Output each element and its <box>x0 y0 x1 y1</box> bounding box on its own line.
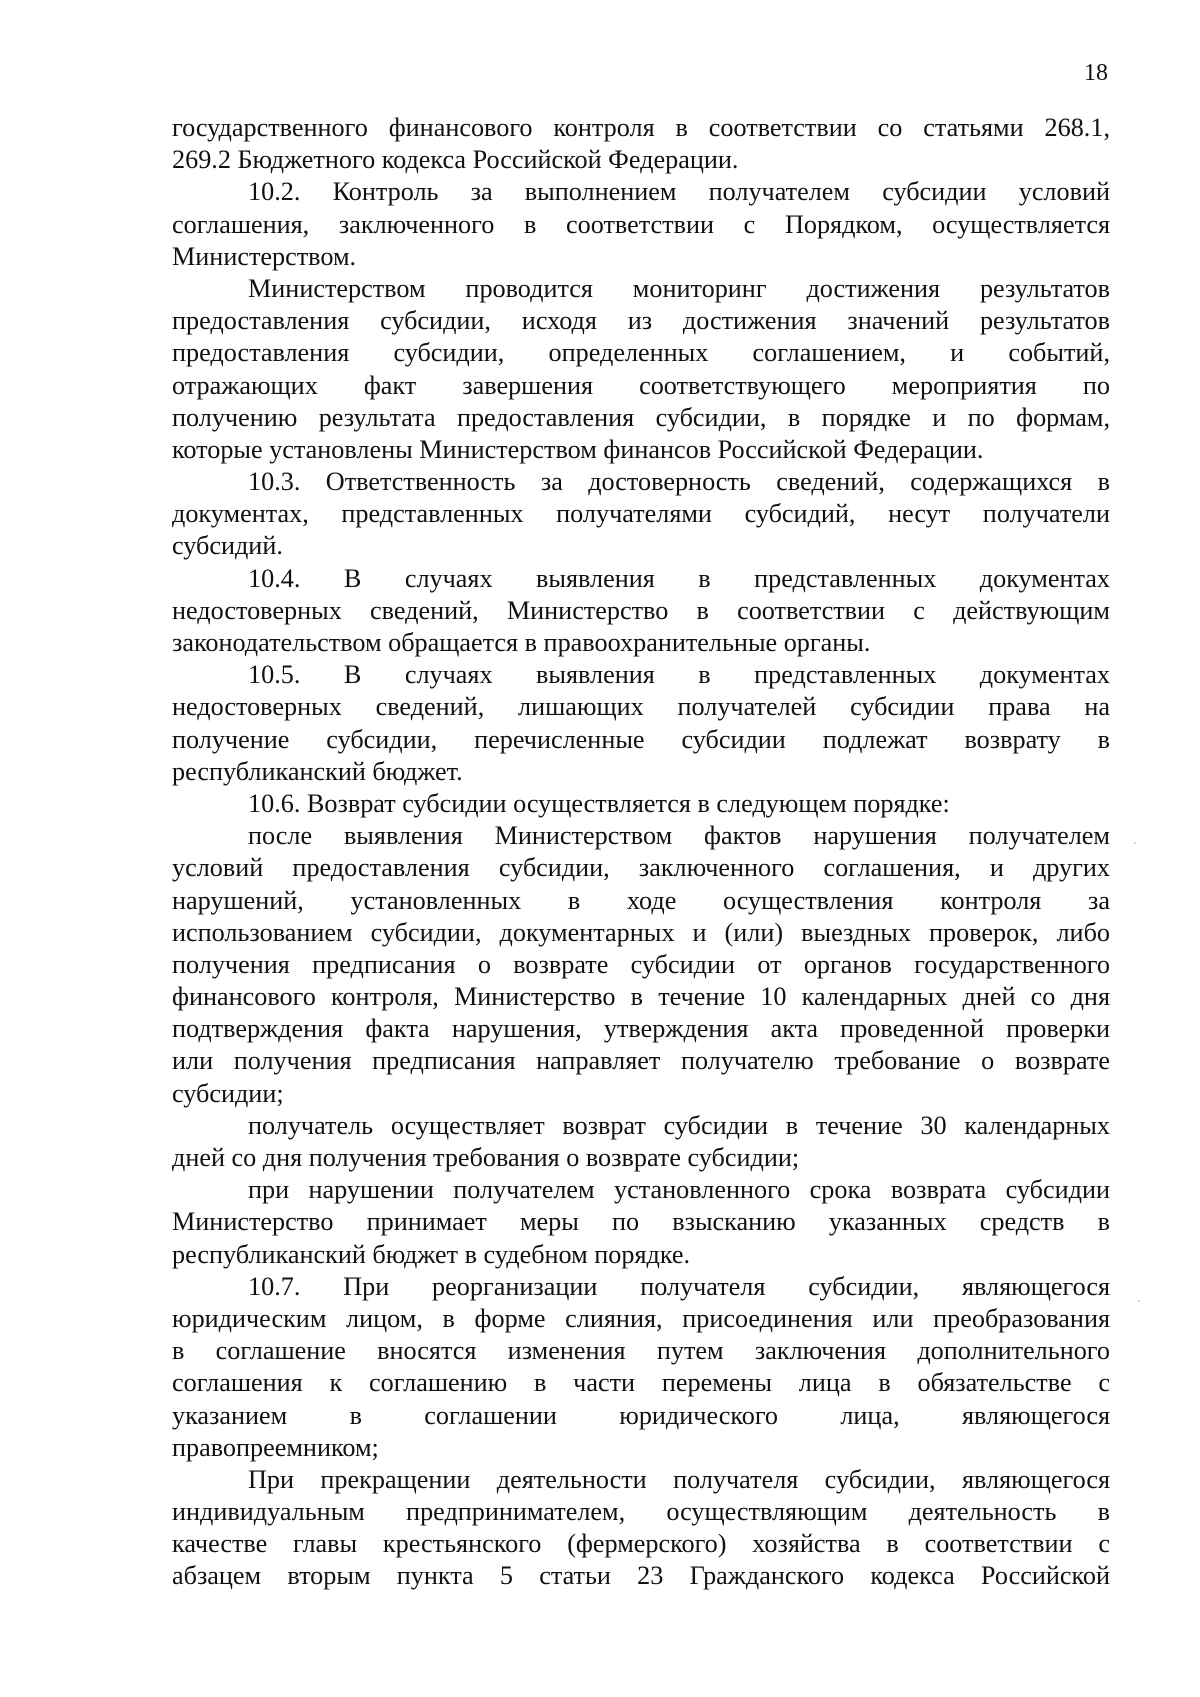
scan-speck <box>1138 1300 1140 1302</box>
text-line: Министерством проводится мониторинг достижения результатов <box>248 273 1110 303</box>
text-line: указанием в соглашении юридического лица, являющегося <box>172 1400 1110 1430</box>
text-line: предоставления субсидии, исходя из достижения значений результатов <box>172 306 1110 336</box>
text-line: 269.2 Бюджетного кодекса Российской Федерации. <box>172 145 739 175</box>
text-line: 10.2. Контроль за выполнением получателем субсидии условий <box>248 177 1110 207</box>
text-line: нарушений, установленных в ходе осуществления контроля за <box>172 885 1110 915</box>
text-line: которые установлены Министерством финансов Российской Федерации. <box>172 434 984 464</box>
text-line: предоставления субсидии, определенных соглашением, и событий, <box>172 338 1110 368</box>
text-line: получения предписания о возврате субсидии от органов государственного <box>172 949 1110 979</box>
text-line: юридическим лицом, в форме слияния, присоединения или преобразования <box>172 1303 1110 1333</box>
text-line: получение субсидии, перечисленные субсидии подлежат возврату в <box>172 724 1110 754</box>
text-line: При прекращении деятельности получателя субсидии, являющегося <box>248 1464 1110 1494</box>
text-line: подтверждения факта нарушения, утверждения акта проведенной проверки <box>172 1014 1110 1044</box>
text-line: использованием субсидии, документарных и (или) выездных проверок, либо <box>172 917 1110 947</box>
text-line: 10.7. При реорганизации получателя субсидии, являющегося <box>248 1271 1110 1301</box>
text-line: Министерство принимает меры по взысканию указанных средств в <box>172 1207 1110 1237</box>
text-line: получатель осуществляет возврат субсидии в течение 30 календарных <box>248 1110 1110 1140</box>
text-line: дней со дня получения требования о возврате субсидии; <box>172 1143 800 1172</box>
text-line: республиканский бюджет. <box>172 756 463 786</box>
scan-speck <box>1134 842 1136 844</box>
text-line: документах, представленных получателями субсидий, несут получатели <box>172 499 1110 529</box>
text-line: республиканский бюджет в судебном порядке. <box>172 1239 691 1269</box>
text-line: государственного финансового контроля в соответствии со статьями 268.1, <box>172 113 1110 142</box>
text-line: 10.4. В случаях выявления в представленных документах <box>248 563 1110 593</box>
text-line: условий предоставления субсидии, заключенного соглашения, и других <box>172 853 1110 883</box>
text-line: отражающих факт завершения соответствующего мероприятия по <box>172 370 1110 400</box>
text-line: недостоверных сведений, лишающих получателей субсидии права на <box>172 692 1110 722</box>
text-line: финансового контроля, Министерство в течение 10 календарных дней со дня <box>172 982 1110 1012</box>
text-line: недостоверных сведений, Министерство в соответствии с действующим <box>172 595 1110 625</box>
text-line: в соглашение вносятся изменения путем заключения дополнительного <box>172 1336 1110 1366</box>
text-line: при нарушении получателем установленного срока возврата субсидии <box>248 1175 1110 1205</box>
text-line: качестве главы крестьянского (фермерского) хозяйства в соответствии с <box>172 1529 1110 1559</box>
text-line: соглашения, заключенного в соответствии с Порядком, осуществляется <box>172 209 1110 239</box>
text-line: после выявления Министерством фактов нарушения получателем <box>248 821 1110 851</box>
text-line: законодательством обращается в правоохранительные органы. <box>172 628 871 657</box>
text-line: индивидуальным предпринимателем, осуществляющим деятельность в <box>172 1497 1110 1527</box>
document-body-text <box>172 112 1110 1593</box>
text-line: или получения предписания направляет получателю требование о возврате <box>172 1046 1110 1076</box>
page-number: 18 <box>1084 60 1108 86</box>
text-line: Министерством. <box>172 241 357 271</box>
text-line: соглашения к соглашению в части перемены лица в обязательстве с <box>172 1368 1110 1398</box>
text-line: 10.6. Возврат субсидии осуществляется в следующем порядке: <box>248 788 950 818</box>
text-line: субсидии; <box>172 1078 284 1108</box>
text-line: правопреемником; <box>172 1432 379 1462</box>
text-line: получению результата предоставления субсидии, в порядке и по формам, <box>172 402 1110 432</box>
text-line: 10.5. В случаях выявления в представленных документах <box>248 660 1110 690</box>
text-line: 10.3. Ответственность за достоверность сведений, содержащихся в <box>248 467 1110 497</box>
text-line: абзацем вторым пункта 5 статьи 23 Гражданского кодекса Российской <box>172 1561 1110 1591</box>
text-line: субсидий. <box>172 531 283 561</box>
